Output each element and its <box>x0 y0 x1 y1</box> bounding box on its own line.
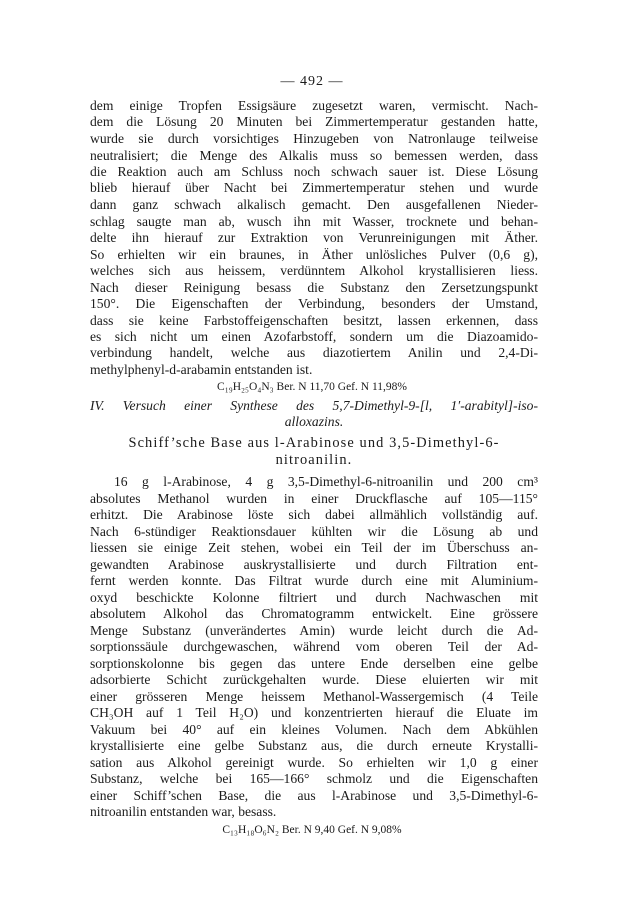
paragraph-line: nitroanilin entstanden war, besass. <box>90 804 277 819</box>
analysis-formula: C₁₉H₂₅O₄N₃ Ber. N 11,70 Gef. N 11,98% <box>217 381 407 393</box>
paragraph-line: absolutem Alkohol das Chromatogramm entwickelt. Eine grössere <box>90 606 538 621</box>
paragraph-line: Vakuum bei 40° auf ein kleines Volumen. Nach dem Abkühlen <box>90 722 538 737</box>
paragraph-line: methylphenyl-d-arabamin entstanden ist. <box>90 362 313 377</box>
paragraph-line: sorptionssäule durchgewaschen, während vom oberen Teil der Ad- <box>90 639 538 654</box>
section-heading-continued: alloxazins. <box>284 414 344 429</box>
paragraph-line: Substanz, welche bei 165—166° schmolz und die Eigenschaften <box>90 771 538 786</box>
paragraph-line: blieb hierauf über Nacht bei Zimmertemperatur stehen und wurde <box>90 180 538 195</box>
paragraph-line: neutralisiert; die Menge des Alkalis muss so bemessen werden, dass <box>90 148 538 163</box>
paragraph-line: einer grösseren Menge heissem Methanol-Wassergemisch (4 Teile <box>90 689 538 704</box>
paragraph-line: Nach dieser Reinigung besass die Substanz den Zersetzungspunkt <box>90 280 538 295</box>
subsection-heading-continued: nitroanilin. <box>275 452 353 468</box>
paragraph-line: Nach 6-stündiger Reaktionsdauer kühlten wir die Lösung ab und <box>90 524 538 539</box>
paragraph-line: oxyd beschickte Kolonne filtriert und durch Nachwaschen mit <box>90 590 538 605</box>
paragraph-line: So erhielten wir ein braunes, in Äther unlösliches Pulver (0,6 g), <box>90 247 538 262</box>
paragraph-line: gewandten Arabinose auskrystallisierte und durch Filtration ent- <box>90 557 538 572</box>
paragraph-line: es sich nicht um einen Azofarbstoff, sondern um die Diazoamido- <box>90 329 538 344</box>
paragraph-line: sorptionskolonne bis gegen das untere Ende derselben eine gelbe <box>90 656 538 671</box>
paragraph-line: liessen sie einige Zeit stehen, wobei ein Teil der im Überschuss an- <box>90 540 538 555</box>
paragraph-line: schlag saugte man ab, wusch ihn mit Wasser, trocknete und behan- <box>90 214 538 229</box>
paragraph-line: Menge Substanz (unverändertes Amin) wurde leicht durch die Ad- <box>90 623 538 638</box>
paragraph-line: fernt werden konnte. Das Filtrat wurde durch eine mit Aluminium- <box>90 573 538 588</box>
paragraph-line: welches sich aus heissem, verdünntem Alkohol krystallisieren liess. <box>90 263 538 278</box>
paragraph-line: wurde sie durch vorsichtiges Hinzugeben von Natronlauge teilweise <box>90 131 538 146</box>
paragraph-line: krystallisierte eine gelbe Substanz aus, die durch erneute Krystalli- <box>90 738 538 753</box>
paragraph-line: absolutes Methanol wurden in einer Druckflasche auf 105—115° <box>90 491 538 506</box>
paragraph-line: 150°. Die Eigenschaften der Verbindung, besonders der Umstand, <box>90 296 538 311</box>
paragraph-line: adsorbierte Schicht zurückgehalten wurde. Diese eluierten wir mit <box>90 672 538 687</box>
section-heading: IV. Versuch einer Synthese des 5,7-Dimethyl-9-[l, 1′-arabityl]-iso- <box>90 398 538 413</box>
subsection-heading: Schiff’sche Base aus l-Arabinose und 3,5-Dimethyl-6- <box>128 435 500 451</box>
paragraph-line: sation aus Alkohol gereinigt wurde. So erhielten wir 1,0 g einer <box>90 755 538 770</box>
paragraph-line: die Reaktion auch am Schluss noch schwach sauer ist. Diese Lösung <box>90 164 538 179</box>
paragraph-line: CH₃OH auf 1 Teil H₂O) und konzentrierten hierauf die Eluate im <box>90 705 538 720</box>
paragraph-line: delte ihn hierauf zur Extraktion von Verunreinigungen mit Äther. <box>90 230 538 245</box>
paragraph-line: dem die Lösung 20 Minuten bei Zimmertemperatur gestanden hatte, <box>90 114 538 129</box>
paragraph-line: verbindung handelt, welche aus diazotiertem Anilin und 2,4-Di- <box>90 345 538 360</box>
paragraph-line: erhitzt. Die Arabinose löste sich dabei allmählich vollständig auf. <box>90 507 538 522</box>
paragraph-line: 16 g l-Arabinose, 4 g 3,5-Dimethyl-6-nitroanilin und 200 cm³ <box>114 474 538 489</box>
paragraph-line: einer Schiff’schen Base, die aus l-Arabinose und 3,5-Dimethyl-6- <box>90 788 538 803</box>
paragraph-line: dann ganz schwach alkalisch gemacht. Den ausgefallenen Nieder- <box>90 197 538 212</box>
analysis-formula: C₁₃H₁₈O₆N₂ Ber. N 9,40 Gef. N 9,08% <box>222 824 402 836</box>
paragraph-line: dass sie keine Farbstoffeigenschaften besitzt, lassen erkennen, dass <box>90 313 538 328</box>
page-number: — 492 — <box>280 74 344 89</box>
paragraph-line: dem einige Tropfen Essigsäure zugesetzt waren, vermischt. Nach- <box>90 98 538 113</box>
